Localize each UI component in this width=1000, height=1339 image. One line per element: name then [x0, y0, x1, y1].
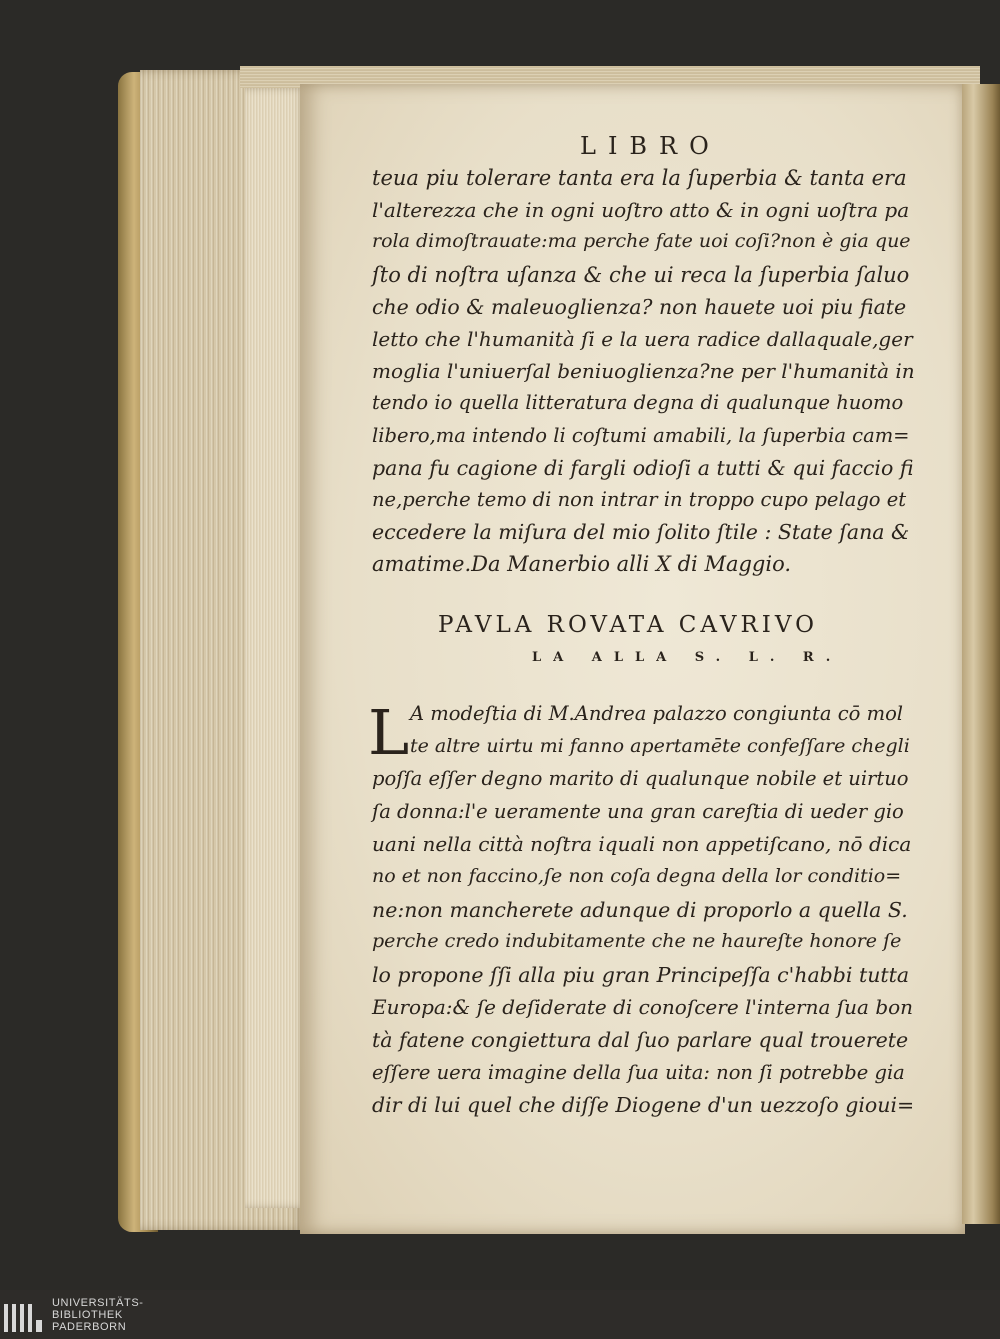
text-line: uani nella città noſtra iquali non appetiſcano, nō dica	[372, 832, 912, 857]
text-line: ſa donna:l'e ueramente una gran careſtia di ueder gio	[372, 799, 904, 823]
text-line: tà fatene congiettura dal ſuo parlare qual trouerete	[372, 1028, 909, 1052]
drop-cap: L	[368, 696, 410, 769]
text-line: dir di lui quel che diſſe Diogene d'un uezzoſo gioui=	[372, 1093, 915, 1118]
text-line: moglia l'uniuerſal beniuoglienza?ne per l'humanità in	[372, 359, 915, 384]
running-head: LIBRO	[580, 132, 721, 160]
text-line: libero,ma intendo li coſtumi amabili, la ſuperbia cam=	[372, 423, 910, 447]
section-subtitle: LA ALLA S. L. R.	[532, 650, 843, 665]
text-line: ne:non mancherete adunque di proporlo a quella S.	[372, 897, 908, 922]
text-line: lo propone ſſi alla piu gran Principeſſa c'habbi tutta	[372, 962, 910, 987]
text-line: te altre uirtu mi fanno apertamēte confeſſare chegli	[410, 734, 910, 757]
text-line: Europa:& ſe deſiderate di conoſcere l'interna ſua bon	[372, 995, 914, 1020]
text-line: letto che l'humanità ſi e la uera radice dallaquale,ger	[372, 327, 913, 351]
text-line: ne,perche temo di non intrar in troppo cupo pelago et	[372, 488, 907, 511]
text-line: l'alterezza che in ogni uoſtro atto & in ogni uoſtra pa	[372, 198, 910, 223]
text-line: ſto di noſtra uſanza & che ui reca la ſuperbia ſaluo	[372, 262, 910, 287]
text-line: amatime.Da Manerbio alli X di Maggio.	[372, 552, 792, 577]
text-line: pana fu cagione di fargli odioſi a tutti & qui faccio fi	[372, 455, 914, 480]
footer-bar	[0, 1290, 1000, 1339]
logo-line-2: BIBLIOTHEK	[52, 1309, 123, 1321]
text-line: tendo io quella litteratura degna di qualunque huomo	[372, 391, 904, 415]
text-line: eſſere uera imagine della ſua uita: non ſi potrebbe gia	[372, 1060, 905, 1084]
text-line: perche credo indubitamente che ne haureſte honore ſe	[372, 930, 902, 953]
text-line: eccedere la miſura del mio ſolito ſtile : State ſana &	[372, 520, 910, 545]
facing-page-edge	[962, 84, 1000, 1224]
section-title: PAVLA ROVATA CAVRIVO	[438, 612, 818, 638]
text-line: che odio & maleuoglienza? non hauete uoi piu fiate	[372, 294, 907, 319]
text-line: poſſa eſſer degno marito di qualunque nobile et uirtuo	[372, 767, 909, 791]
text-line: rola dimoſtrauate:ma perche fate uoi coſi?non è gia que	[372, 230, 911, 253]
text-line: teua piu tolerare tanta era la ſuperbia & tanta era	[372, 166, 907, 190]
library-logo-text	[52, 1297, 144, 1333]
text-line: A modeſtia di M.Andrea palazzo congiunta cō mol	[410, 702, 904, 725]
library-logo-icon	[2, 1300, 46, 1336]
text-line: no et non faccino,ſe non coſa degna della lor conditio=	[372, 865, 902, 887]
logo-line-3: PADERBORN	[52, 1321, 127, 1333]
page-block-edges-inner	[245, 88, 305, 1208]
logo-line-1: UNIVERSITÄTS-	[52, 1297, 144, 1309]
